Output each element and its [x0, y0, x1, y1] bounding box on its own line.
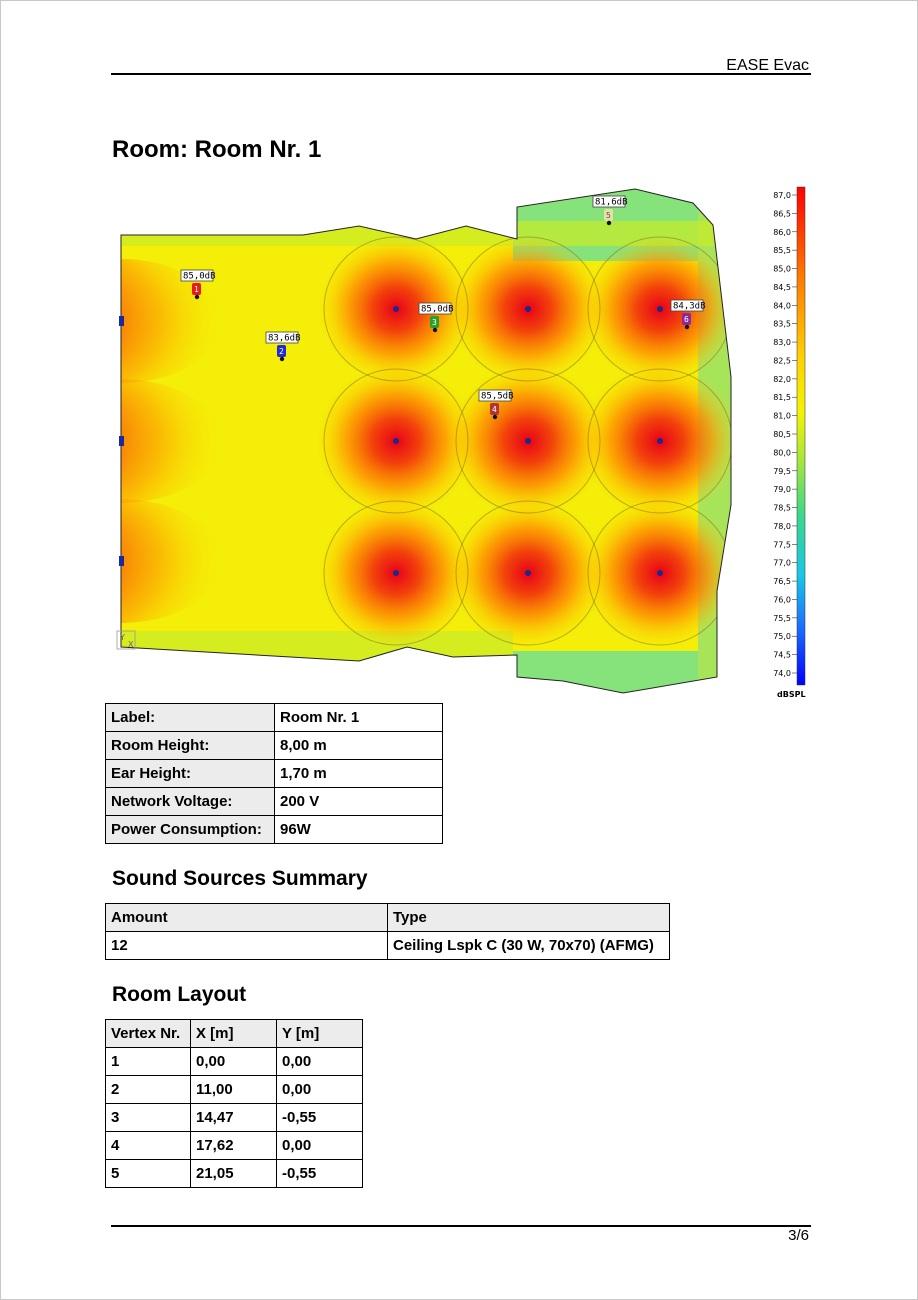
legend-tick-label: 86,0: [773, 227, 791, 237]
legend-tick-label: 74,0: [773, 669, 791, 678]
room-properties-table: [105, 703, 443, 844]
footer-rule: [111, 1225, 811, 1227]
legend-tick-label: 82,0: [773, 374, 791, 384]
receiver-5-level: 81,6dB: [595, 197, 628, 208]
spl-color-legend: [761, 183, 821, 703]
legend-tick-label: 84,0: [773, 301, 791, 311]
room-property-value: Room Nr. 1: [275, 704, 443, 732]
room-property-value: 96W: [275, 816, 443, 844]
column-header: Amount: [106, 904, 388, 932]
page-number: 3/6: [788, 1227, 809, 1244]
legend-tick-label: 75,5: [773, 613, 791, 623]
table-cell: 0,00: [191, 1048, 277, 1076]
header-app-name: EASE Evac: [726, 57, 809, 74]
table-cell: 11,00: [191, 1076, 277, 1104]
room-property-value: 200 V: [275, 788, 443, 816]
receiver-6-number: 6: [684, 315, 689, 324]
room-layout-title: Room Layout: [112, 983, 247, 1006]
legend-tick-label: 87,0: [773, 191, 791, 200]
table-cell: 0,00: [277, 1076, 363, 1104]
receiver-3-level: 85,0dB: [421, 304, 454, 315]
table-cell: 0,00: [277, 1132, 363, 1160]
legend-tick-label: 77,5: [773, 540, 791, 550]
room-property-label: Network Voltage:: [106, 788, 275, 816]
table-cell: 21,05: [191, 1160, 277, 1188]
legend-tick-label: 86,5: [773, 209, 791, 219]
table-cell: 12: [106, 932, 388, 960]
legend-color-bar: [797, 187, 805, 685]
table-cell: 5: [106, 1160, 191, 1188]
legend-tick-label: 80,0: [773, 448, 791, 458]
column-header: Y [m]: [277, 1020, 363, 1048]
legend-tick-label: 85,0: [773, 264, 791, 274]
vertex-row: [106, 1076, 363, 1104]
column-header: Type: [388, 904, 670, 932]
room-property-row: [106, 788, 443, 816]
legend-tick-label: 77,0: [773, 558, 791, 568]
vertex-row: [106, 1104, 363, 1132]
legend-tick-label: 75,0: [773, 632, 791, 642]
legend-tick-label: 79,0: [773, 485, 791, 495]
legend-tick-label: 85,5: [773, 246, 791, 256]
receiver-1-number: 1: [194, 285, 199, 294]
vertex-row: [106, 1132, 363, 1160]
header-rule: [111, 73, 811, 75]
legend-tick-label: 79,5: [773, 466, 791, 476]
room-property-label: Label:: [106, 704, 275, 732]
table-cell: 14,47: [191, 1104, 277, 1132]
room-property-label: Power Consumption:: [106, 816, 275, 844]
legend-ticks: [773, 191, 797, 678]
legend-tick-label: 80,5: [773, 430, 791, 439]
legend-tick-label: 84,5: [773, 282, 791, 292]
room-property-row: [106, 760, 443, 788]
legend-tick-label: 76,5: [773, 577, 791, 587]
receiver-4-number: 4: [492, 405, 497, 414]
room-property-value: 8,00 m: [275, 732, 443, 760]
legend-tick-label: 78,5: [773, 503, 791, 513]
room-property-row: [106, 704, 443, 732]
axis-x-label: X: [128, 640, 134, 649]
table-cell: 3: [106, 1104, 191, 1132]
sound-source-row: [106, 932, 670, 960]
legend-tick-label: 78,0: [773, 521, 791, 531]
vertex-row: [106, 1160, 363, 1188]
sound-sources-table: [105, 903, 670, 960]
table-cell: 17,62: [191, 1132, 277, 1160]
sound-sources-title: Sound Sources Summary: [112, 867, 368, 890]
table-cell: 4: [106, 1132, 191, 1160]
ceiling-speaker-hotspots: [113, 235, 738, 647]
column-header: X [m]: [191, 1020, 277, 1048]
receiver-1-level: 85,0dB: [183, 271, 216, 282]
table-cell: -0,55: [277, 1104, 363, 1132]
spl-map: [113, 181, 738, 696]
legend-unit: dBSPL: [777, 690, 806, 699]
table-cell: 0,00: [277, 1048, 363, 1076]
table-cell: Ceiling Lspk C (30 W, 70x70) (AFMG): [388, 932, 670, 960]
receiver-4-level: 85,5dB: [481, 391, 514, 402]
legend-tick-label: 83,0: [773, 338, 791, 348]
room-property-row: [106, 732, 443, 760]
legend-tick-label: 81,5: [773, 393, 791, 403]
receiver-2-level: 83,6dB: [268, 333, 301, 344]
receiver-5-number: 5: [606, 211, 611, 220]
column-header: Vertex Nr.: [106, 1020, 191, 1048]
legend-tick-label: 81,0: [773, 411, 791, 421]
room-property-value: 1,70 m: [275, 760, 443, 788]
table-cell: 1: [106, 1048, 191, 1076]
legend-tick-label: 74,5: [773, 650, 791, 660]
room-property-label: Ear Height:: [106, 760, 275, 788]
room-title: Room: Room Nr. 1: [112, 136, 322, 163]
table-cell: 2: [106, 1076, 191, 1104]
receiver-3-number: 3: [432, 318, 437, 327]
vertex-row: [106, 1048, 363, 1076]
receiver-6-level: 84,3dB: [673, 301, 706, 312]
axis-y-label: Y: [120, 633, 125, 642]
room-property-label: Room Height:: [106, 732, 275, 760]
legend-tick-label: 82,5: [773, 356, 791, 366]
room-property-row: [106, 816, 443, 844]
legend-tick-label: 83,5: [773, 319, 791, 329]
room-layout-table: [105, 1019, 363, 1188]
table-cell: -0,55: [277, 1160, 363, 1188]
receiver-2-number: 2: [279, 347, 284, 356]
legend-tick-label: 76,0: [773, 595, 791, 605]
